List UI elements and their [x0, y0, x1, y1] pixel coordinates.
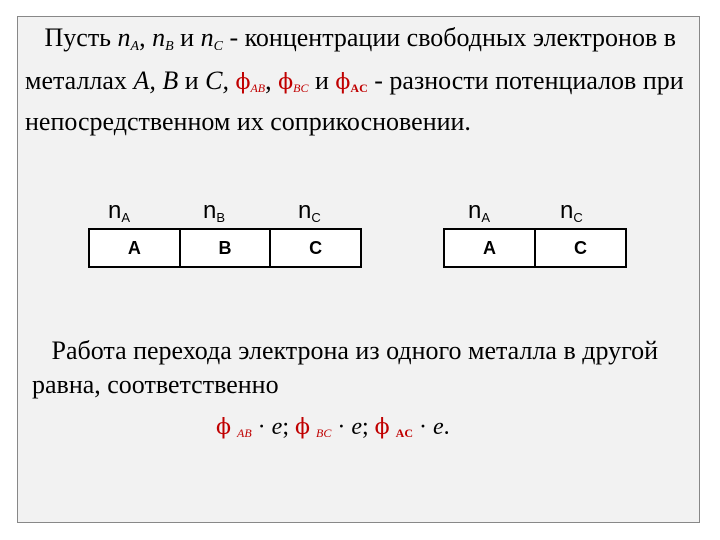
n-c: $n_C$: [200, 23, 223, 54]
phi-ab: $\phi_{AB}$: [235, 70, 266, 95]
metals-ab: A, B: [133, 66, 179, 95]
formula-phi-ab: ϕ $_{AB}$: [216, 415, 252, 440]
metal-cell-a-right: A: [445, 230, 536, 266]
label-nc-left: $n_C$: [298, 197, 321, 225]
label-na-left: $n_A$: [108, 197, 131, 225]
work-formula: ϕ $_{AB}$ · e; ϕ $_{BC}$ · e; ϕ $_{AC}$ · e.: [216, 414, 450, 440]
formula-phi-ac: ϕ $_{AC}$: [374, 415, 414, 440]
metal-cell-a: A: [90, 230, 181, 266]
definition-tail: - разности потенциалов при непосредственном их соприкосновении.: [25, 66, 684, 136]
metal-chain-ac: [443, 228, 627, 268]
n-b: $n_B$: [152, 23, 174, 54]
metal-cell-c-right: C: [574, 237, 587, 258]
lead-word: Пусть: [44, 23, 112, 52]
metal-cell-c: C: [309, 237, 323, 258]
definition-text: - концентрации свободных электронов в металлах: [25, 23, 677, 95]
paragraph-work: Работа перехода электрона из одного металла в другой равна, соответственно: [32, 336, 659, 399]
label-nb-left: $n_B$: [203, 197, 226, 225]
metal-chain-abc: [88, 228, 362, 268]
label-na-right: $n_A$: [468, 197, 491, 225]
label-nc-right: $n_C$: [560, 197, 583, 225]
n-a: $n_A$: [117, 23, 140, 54]
metal-cell-b: B: [181, 230, 272, 266]
metal-c: C,: [205, 66, 229, 95]
formula-phi-bc: ϕ $_{BC}$: [295, 415, 332, 440]
phi-ac: $\phi_{AC}$: [335, 70, 368, 95]
paragraph-definitions: Пусть $n_A$, $n_B$ и $n_C$ - концентрации свободных электронов в металлах A, B и C, $\phi_{AB}$, $\phi_{BC}$ и $\phi_{AC}$ - разности потенциалов при непосредственном их соприкосновении.: [25, 23, 684, 136]
phi-bc: $\phi_{BC}$: [278, 70, 309, 95]
